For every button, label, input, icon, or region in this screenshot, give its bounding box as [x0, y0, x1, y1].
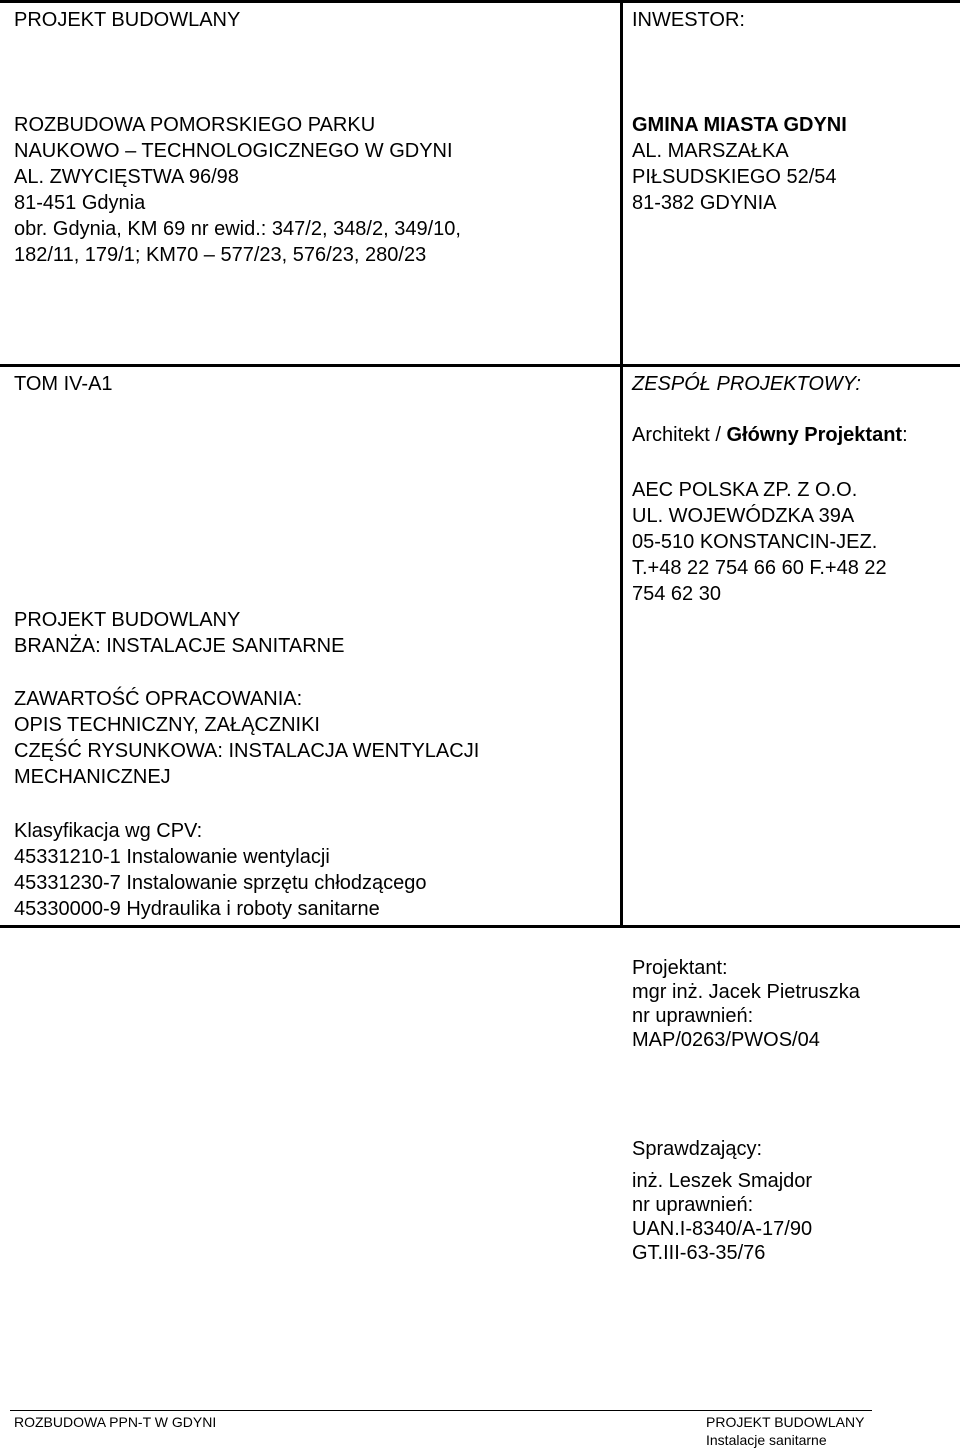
project-line: obr. Gdynia, KM 69 nr ewid.: 347/2, 348/2, 349/10,: [14, 218, 461, 240]
project-type-line: PROJEKT BUDOWLANY: [14, 609, 241, 631]
company-block: [632, 477, 887, 607]
checker-block: [632, 1169, 812, 1265]
investor-address-line: AL. MARSZAŁKA: [632, 140, 789, 162]
investor-block: [632, 112, 847, 216]
cpv-line: 45331230-7 Instalowanie sprzętu chłodzącego: [14, 872, 427, 894]
designer-line: Projektant:: [632, 957, 728, 979]
contents-line: ZAWARTOŚĆ OPRACOWANIA:: [14, 688, 303, 710]
company-line: AEC POLSKA ZP. Z O.O.: [632, 479, 858, 501]
architect-label-part: Architekt /: [632, 424, 727, 446]
project-description: [14, 112, 461, 268]
company-line: UL. WOJEWÓDZKA 39A: [632, 505, 855, 527]
chief-designer-label: Główny Projektant: [726, 424, 903, 446]
checker-line: inż. Leszek Smajdor: [632, 1170, 813, 1192]
project-line: 182/11, 179/1; KM70 – 577/23, 576/23, 280/23: [14, 244, 427, 266]
volume-number: TOM IV-A1: [14, 373, 113, 395]
project-type-line: BRANŻA: INSTALACJE SANITARNE: [14, 635, 345, 657]
project-line: AL. ZWYCIĘSTWA 96/98: [14, 166, 239, 188]
checker-line: nr uprawnień:: [632, 1194, 754, 1216]
investor-name: GMINA MIASTA GDYNI: [632, 114, 847, 136]
project-line: ROZBUDOWA POMORSKIEGO PARKU: [14, 114, 376, 136]
project-line: NAUKOWO – TECHNOLOGICZNEGO W GDYNI: [14, 140, 453, 162]
footer-right-line: PROJEKT BUDOWLANY: [706, 1414, 865, 1430]
header-left-title: PROJEKT BUDOWLANY: [14, 9, 241, 31]
company-line: 754 62 30: [632, 583, 721, 605]
company-line: 05-510 KONSTANCIN-JEZ.: [632, 531, 878, 553]
checker-line: GT.III-63-35/76: [632, 1242, 766, 1264]
cpv-line: 45331210-1 Instalowanie wentylacji: [14, 846, 330, 868]
cpv-line: Klasyfikacja wg CPV:: [14, 820, 203, 842]
footer-right-line: Instalacje sanitarne: [706, 1432, 827, 1448]
designer-line: nr uprawnień:: [632, 1005, 754, 1027]
project-line: 81-451 Gdynia: [14, 192, 146, 214]
designer-line: mgr inż. Jacek Pietruszka: [632, 981, 860, 1003]
middle-divider: [0, 364, 960, 367]
company-line: T.+48 22 754 66 60 F.+48 22: [632, 557, 887, 579]
column-divider: [620, 0, 623, 928]
cpv-line: 45330000-9 Hydraulika i roboty sanitarne: [14, 898, 380, 920]
lower-divider: [0, 925, 960, 928]
header-right-title: INWESTOR:: [632, 9, 745, 31]
footer-right: [706, 1413, 864, 1449]
contents-line: CZĘŚĆ RYSUNKOWA: INSTALACJA WENTYLACJI: [14, 740, 480, 762]
project-type: [14, 607, 344, 659]
investor-address-line: PIŁSUDSKIEGO 52/54: [632, 166, 837, 188]
contents-line: OPIS TECHNICZNY, ZAŁĄCZNIKI: [14, 714, 320, 736]
investor-address-line: 81-382 GDYNIA: [632, 192, 777, 214]
architect-label-colon: :: [902, 424, 908, 446]
top-border: [0, 0, 960, 3]
contents-line: MECHANICZNEJ: [14, 766, 171, 788]
designer-block: [632, 956, 860, 1052]
checker-line: UAN.I-8340/A-17/90: [632, 1218, 813, 1240]
designer-line: MAP/0263/PWOS/04: [632, 1029, 820, 1051]
team-title: ZESPÓŁ PROJEKTOWY:: [632, 373, 861, 395]
architect-label: [632, 422, 908, 448]
footer-rule: [10, 1410, 872, 1411]
footer-left: ROZBUDOWA PPN-T W GDYNI: [14, 1414, 217, 1430]
contents-block: [14, 686, 479, 790]
cpv-classification: [14, 818, 427, 922]
checker-label: Sprawdzający:: [632, 1138, 763, 1160]
